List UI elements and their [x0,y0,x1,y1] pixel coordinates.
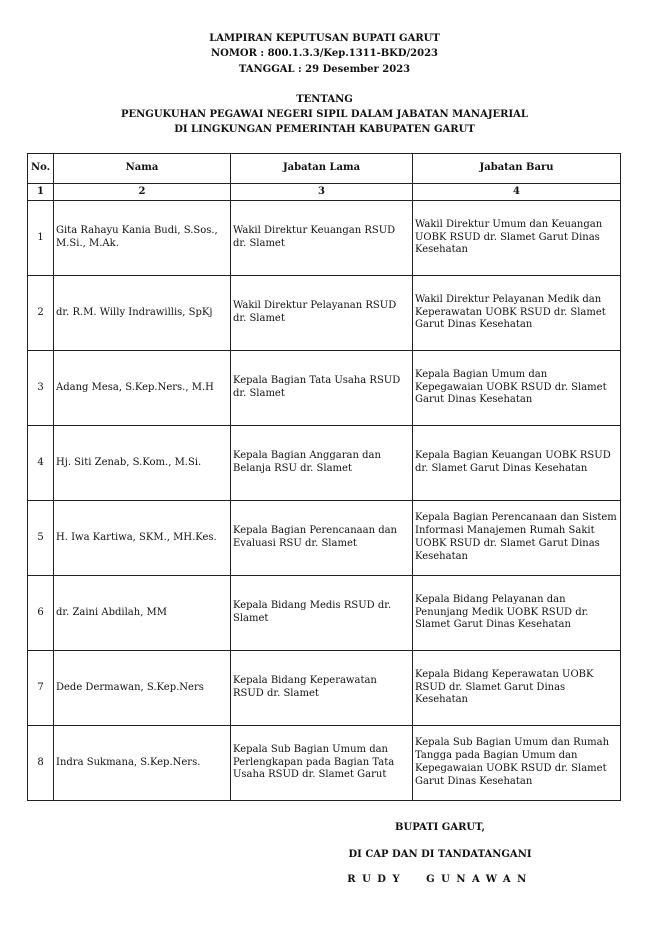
signature-note: DI CAP DAN DI TANDATANGANI [348,849,532,860]
cell-jabatan-baru: Wakil Direktur Pelayanan Medik dan Keperawatan UOBK RSUD dr. Slamet Garut Dinas Kesehatan [413,276,621,351]
header-jabatan-lama: Jabatan Lama [231,154,413,184]
cell-nama: dr. Zaini Abdilah, MM [54,576,231,651]
header-no: No. [28,154,54,184]
cell-jabatan-lama: Kepala Sub Bagian Umum dan Perlengkapan pada Bagian Tata Usaha RSUD dr. Slamet Garut [231,726,413,801]
cell-jabatan-baru: Kepala Bagian Keuangan UOBK RSUD dr. Slamet Garut Dinas Kesehatan [413,426,621,501]
header-tentang: TENTANG [296,93,353,105]
column-number: 4 [413,184,621,201]
cell-jabatan-lama: Wakil Direktur Keuangan RSUD dr. Slamet [231,201,413,276]
header-jabatan-baru: Jabatan Baru [413,154,621,184]
table-row [28,351,621,426]
cell-no: 3 [28,351,54,426]
cell-jabatan-lama: Kepala Bidang Keperawatan RSUD dr. Slamet [231,651,413,726]
signatory-title: BUPATI GARUT, [395,822,485,833]
cell-jabatan-baru: Kepala Bagian Umum dan Kepegawaian UOBK RSUD dr. Slamet Garut Dinas Kesehatan [413,351,621,426]
header-subject-line1: PENGUKUHAN PEGAWAI NEGERI SIPIL DALAM JABATAN MANAJERIAL [121,109,528,121]
table-row [28,276,621,351]
cell-no: 4 [28,426,54,501]
cell-nama: Dede Dermawan, S.Kep.Ners [54,651,231,726]
column-number: 1 [28,184,54,201]
header-subject-line2: DI LINGKUNGAN PEMERINTAH KABUPATEN GARUT [174,124,475,136]
column-number: 2 [54,184,231,201]
cell-jabatan-lama: Wakil Direktur Pelayanan RSUD dr. Slamet [231,276,413,351]
cell-jabatan-baru: Wakil Direktur Umum dan Keuangan UOBK RSUD dr. Slamet Garut Dinas Kesehatan [413,201,621,276]
column-number-row [28,184,621,201]
table-row [28,501,621,576]
header-nomor: NOMOR : 800.1.3.3/Kep.1311-BKD/2023 [210,48,439,60]
cell-no: 5 [28,501,54,576]
cell-no: 1 [28,201,54,276]
cell-jabatan-baru: Kepala Sub Bagian Umum dan Rumah Tangga pada Bagian Umum dan Kepegawaian UOBK RSUD dr. Slamet Garut Dinas Kesehatan [413,726,621,801]
cell-nama: Gita Rahayu Kania Budi, S.Sos., M.Si., M.Ak. [54,201,231,276]
header-title: LAMPIRAN KEPUTUSAN BUPATI GARUT [209,33,440,44]
table-row [28,426,621,501]
cell-jabatan-lama: Kepala Bagian Anggaran dan Belanja RSU dr. Slamet [231,426,413,501]
cell-no: 7 [28,651,54,726]
header-gap [0,77,649,92]
table-row [28,576,621,651]
signatory-name: RUDY GUNAWAN [347,874,533,885]
cell-jabatan-lama: Kepala Bagian Tata Usaha RSUD dr. Slamet [231,351,413,426]
cell-no: 2 [28,276,54,351]
cell-nama: Indra Sukmana, S.Kep.Ners. [54,726,231,801]
cell-nama: Hj. Siti Zenab, S.Kom., M.Si. [54,426,231,501]
cell-jabatan-lama: Kepala Bagian Perencanaan dan Evaluasi RSU dr. Slamet [231,501,413,576]
cell-no: 6 [28,576,54,651]
header-nama: Nama [54,154,231,184]
header-tanggal: TANGGAL : 29 Desember 2023 [238,63,411,75]
document-header [0,31,649,138]
cell-jabatan-lama: Kepala Bidang Medis RSUD dr. Slamet [231,576,413,651]
cell-jabatan-baru: Kepala Bidang Pelayanan dan Penunjang Medik UOBK RSUD dr. Slamet Garut Dinas Kesehatan [413,576,621,651]
table-row [28,651,621,726]
column-number: 3 [231,184,413,201]
cell-jabatan-baru: Kepala Bidang Keperawatan UOBK RSUD dr. Slamet Garut Dinas Kesehatan [413,651,621,726]
table-row [28,201,621,276]
appointment-table [27,153,621,801]
cell-nama: H. Iwa Kartiwa, SKM., MH.Kes. [54,501,231,576]
cell-nama: Adang Mesa, S.Kep.Ners., M.H [54,351,231,426]
cell-jabatan-baru: Kepala Bagian Perencanaan dan Sistem Informasi Manajemen Rumah Sakit UOBK RSUD dr. Slamet Garut Dinas Kesehatan [413,501,621,576]
cell-nama: dr. R.M. Willy Indrawillis, SpKj [54,276,231,351]
cell-no: 8 [28,726,54,801]
table-header-row [28,154,621,184]
table-row [28,726,621,801]
